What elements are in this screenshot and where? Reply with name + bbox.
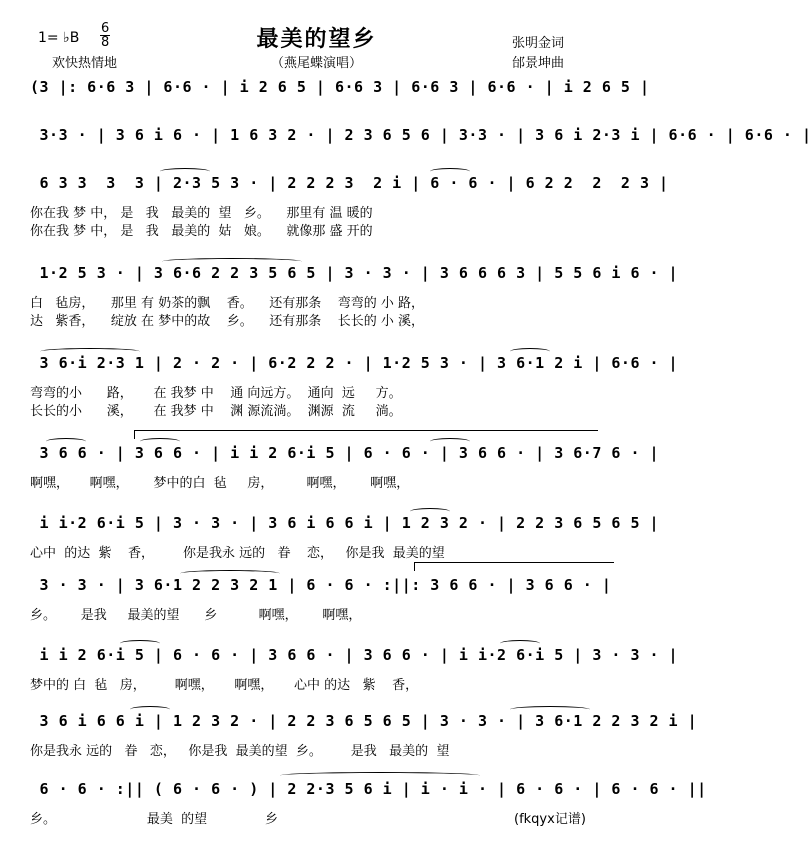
slur: [280, 772, 480, 779]
lyric-line-1: 啊嘿， 啊嘿， 梦中的白 毡 房， 啊嘿， 啊嘿，: [30, 476, 410, 491]
lyric-line-1: 心中 的达 紫 香， 你是我永 远的 眷 恋， 你是我 最美的望: [30, 546, 445, 561]
music-system: [30, 264, 679, 329]
volta-bracket: [414, 562, 614, 571]
numbered-notation: 6 · 6 · :|| ( 6 · 6 · ) | 2 2·3 5 6 i | i · i · | 6 · 6 · | 6 · 6 · ||: [30, 780, 707, 798]
meter-bottom: 8: [101, 35, 110, 50]
music-system: [30, 514, 660, 561]
numbered-notation: 6 3 3 3 3 | 2·3 5 3 · | 2 2 2 3 2 i | 6 · 6 · | 6 2 2 2 2 3 |: [30, 174, 669, 192]
lyric-line-1: 梦中的 白 毡 房， 啊嘿， 啊嘿， 心中 的达 紫 香，: [30, 678, 419, 693]
lyric-line-2: 你在我 梦 中， 是 我 最美的 姑 娘。 就像那 盛 开的: [30, 224, 373, 239]
transcriber-note: (fkqyx记谱): [514, 812, 586, 827]
numbered-notation: (3 |: 6·6 3 | 6·6 · | i 2 6 5 | 6·6 3 | 6·6 3 | 6·6 · | i 2 6 5 |: [30, 78, 650, 96]
lyric-line-1: 白 毡房， 那里 有 奶茶的飘 香。 还有那条 弯弯的 小 路，: [30, 296, 425, 311]
numbered-notation: i i 2 6·i 5 | 6 · 6 · | 3 6 6 · | 3 6 6 · | i i·2 6·i 5 | 3 · 3 · |: [30, 646, 679, 664]
music-system: [30, 78, 650, 102]
numbered-notation: 3 · 3 · | 3 6·1 2 2 3 2 1 | 6 · 6 · :||: 3 6 6 · | 3 6 6 · |: [30, 576, 612, 594]
tempo-marking: 欢快热情地: [52, 56, 118, 71]
numbered-notation: 3 6 6 · | 3 6 6 · | i i 2 6·i 5 | 6 · 6 · | 3 6 6 · | 3 6·7 6 · |: [30, 444, 660, 462]
meter-top: 6: [101, 21, 110, 36]
music-system: [30, 354, 679, 419]
volta-bracket: [134, 430, 598, 439]
music-system: [30, 576, 612, 623]
music-system: [30, 444, 660, 491]
key-signature: 1= ♭B: [38, 30, 80, 46]
numbered-notation: 1·2 5 3 · | 3 6·6 2 2 3 5 6 5 | 3 · 3 · | 3 6 6 6 3 | 5 5 6 i 6 · |: [30, 264, 679, 282]
music-system: [30, 646, 679, 693]
numbered-notation: 3 6 i 6 6 i | 1 2 3 2 · | 2 2 3 6 5 6 5 | 3 · 3 · | 3 6·1 2 2 3 2 i |: [30, 712, 698, 730]
singer-credit: （燕尾蝶演唱）: [270, 56, 362, 71]
numbered-notation: 3·3 · | 3 6 i 6 · | 1 6 3 2 · | 2 3 6 5 6 | 3·3 · | 3 6 i 2·3 i | 6·6 · | 6·6 · |: [30, 126, 812, 144]
lyricist-credit: 张明金词: [512, 36, 565, 51]
lyric-line-2: 达 紫香， 绽放 在 梦中的故 乡。 还有那条 长长的 小 溪，: [30, 314, 425, 329]
numbered-notation: 3 6·i 2·3 1 | 2 · 2 · | 6·2 2 2 · | 1·2 5 3 · | 3 6·1 2 i | 6·6 · |: [30, 354, 679, 372]
music-system: [30, 126, 812, 150]
lyric-line-1: 乡。 是我 最美的望 乡 啊嘿， 啊嘿，: [30, 608, 362, 623]
composer-credit: 邰景坤曲: [512, 56, 565, 71]
page-title: 最美的望乡: [256, 27, 377, 52]
lyric-line-1: 弯弯的小 路， 在 我梦 中 通 向远方。 通向 远 方。: [30, 386, 402, 401]
lyric-line-1: 你是我永 远的 眷 恋， 你是我 最美的望 乡。 是我 最美的 望: [30, 744, 450, 759]
music-system: [30, 712, 698, 759]
lyric-line-1: 你在我 梦 中， 是 我 最美的 望 乡。 那里有 温 暖的: [30, 206, 373, 221]
lyric-line-2: 长长的小 溪， 在 我梦 中 渊 源流淌。 渊源 流 淌。: [30, 404, 402, 419]
music-system: [30, 174, 669, 239]
lyric-line-1: 乡。 最美 的望 乡: [30, 812, 279, 827]
numbered-notation: i i·2 6·i 5 | 3 · 3 · | 3 6 i 6 6 i | 1 2 3 2 · | 2 2 3 6 5 6 5 |: [30, 514, 660, 532]
